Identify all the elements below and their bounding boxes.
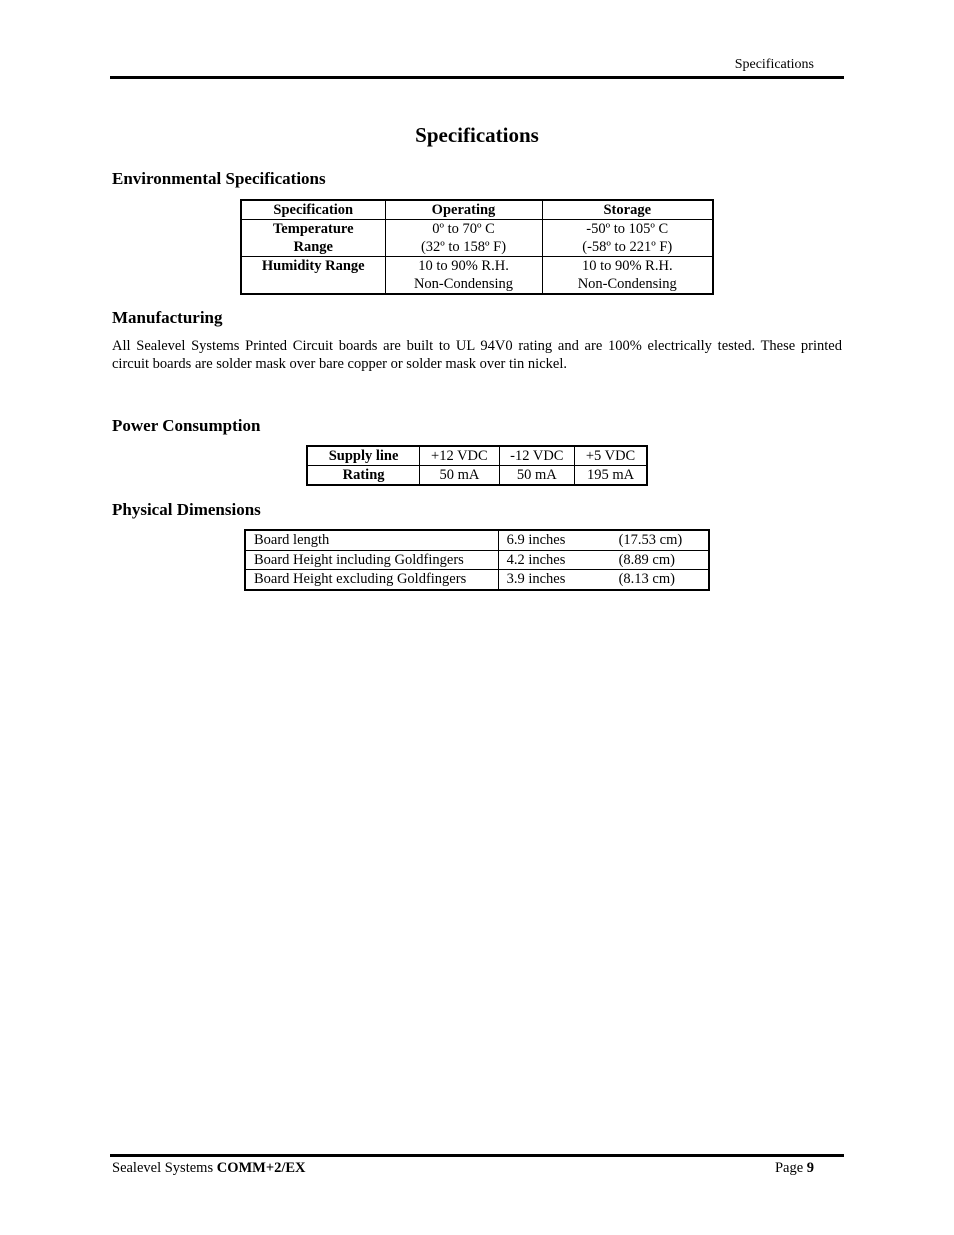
column-header: Specification bbox=[241, 200, 385, 220]
table-cell: 50 mA bbox=[499, 466, 574, 486]
row-label: Board Height excluding Goldfingers bbox=[245, 570, 498, 590]
footer-product: COMM+2/EX bbox=[216, 1160, 306, 1176]
table-row bbox=[245, 530, 709, 550]
footer-company: Sealevel Systems bbox=[112, 1160, 214, 1176]
running-header: Specifications bbox=[734, 57, 814, 72]
dimensions-heading: Physical Dimensions bbox=[112, 500, 261, 519]
footer-rule bbox=[110, 1154, 844, 1157]
footer-left bbox=[112, 1160, 306, 1177]
operating-cell bbox=[385, 257, 542, 295]
table-row bbox=[245, 550, 709, 570]
inches-cell: 6.9 inches bbox=[498, 530, 610, 550]
row-label bbox=[241, 257, 385, 295]
inches-cell: 4.2 inches bbox=[498, 550, 610, 570]
cell-line: 10 to 90% R.H. bbox=[418, 258, 509, 274]
storage-cell bbox=[542, 220, 713, 257]
cm-cell: (17.53 cm) bbox=[611, 530, 709, 550]
cm-cell: (8.13 cm) bbox=[611, 570, 709, 590]
table-cell: +12 VDC bbox=[420, 446, 499, 466]
power-table bbox=[306, 445, 648, 486]
row-label: Supply line bbox=[307, 446, 420, 466]
table-cell: -12 VDC bbox=[499, 446, 574, 466]
manufacturing-paragraph: All Sealevel Systems Printed Circuit boards are built to UL 94V0 rating and are 100% electrically tested. These printed circuit boards are solder mask over bare copper or solder mask over tin nickel. bbox=[112, 338, 842, 372]
page-number: 9 bbox=[806, 1160, 814, 1176]
table-row bbox=[241, 220, 713, 257]
table-row bbox=[307, 446, 647, 466]
table-row bbox=[241, 257, 713, 295]
row-label-line: Humidity Range bbox=[261, 258, 365, 274]
dimensions-table bbox=[244, 529, 710, 591]
operating-cell bbox=[385, 220, 542, 257]
cell-line: 10 to 90% R.H. bbox=[581, 258, 673, 274]
table-cell: 50 mA bbox=[420, 466, 499, 486]
power-heading: Power Consumption bbox=[112, 416, 261, 435]
column-header: Operating bbox=[385, 200, 542, 220]
table-cell: 195 mA bbox=[575, 466, 647, 486]
table-row bbox=[245, 570, 709, 590]
inches-cell: 3.9 inches bbox=[498, 570, 610, 590]
page-title: Specifications bbox=[415, 123, 539, 147]
cell-line: (32º to 158º F) bbox=[420, 239, 507, 255]
table-header-row bbox=[241, 200, 713, 220]
cm-cell: (8.89 cm) bbox=[611, 550, 709, 570]
environmental-heading: Environmental Specifications bbox=[112, 169, 326, 188]
storage-cell bbox=[542, 257, 713, 295]
manufacturing-heading: Manufacturing bbox=[112, 308, 223, 327]
column-header: Storage bbox=[542, 200, 713, 220]
cell-line: 0º to 70º C bbox=[432, 221, 495, 237]
row-label: Board Height including Goldfingers bbox=[245, 550, 498, 570]
footer-right bbox=[775, 1160, 814, 1177]
cell-line: -50º to 105º C bbox=[586, 221, 669, 237]
footer-page-label: Page bbox=[774, 1160, 804, 1176]
row-label-line: Temperature bbox=[272, 221, 354, 237]
cell-line: (-58º to 221º F) bbox=[582, 239, 673, 255]
row-label-line: Range bbox=[293, 239, 333, 255]
row-label: Board length bbox=[245, 530, 498, 550]
row-label bbox=[241, 220, 385, 257]
cell-line: Non-Condensing bbox=[577, 276, 677, 292]
cell-line: Non-Condensing bbox=[413, 276, 514, 292]
table-cell: +5 VDC bbox=[575, 446, 647, 466]
row-label: Rating bbox=[307, 466, 420, 486]
header-rule bbox=[110, 76, 844, 79]
environmental-table bbox=[240, 199, 714, 295]
table-row bbox=[307, 466, 647, 486]
